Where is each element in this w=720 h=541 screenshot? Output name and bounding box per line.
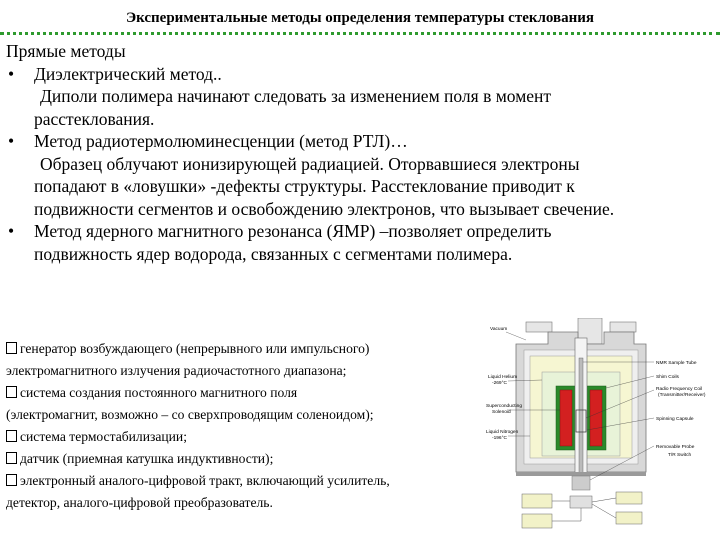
list-item-continuation: электромагнитного излучения радиочастотного диапазона; bbox=[6, 363, 347, 378]
list-item-text: генератор возбуждающего (непрерывного или импульсного) bbox=[20, 341, 370, 356]
label-liquid-helium: Liquid Helium bbox=[488, 375, 518, 380]
slide-title-bar bbox=[0, 0, 720, 34]
label-removable-probe: Removable Probe bbox=[656, 445, 695, 450]
label-spinning-capsule: Spinning Capsule bbox=[656, 417, 694, 422]
label-rf-coil: Radio Frequency Coil bbox=[656, 387, 703, 392]
electronics-block-4 bbox=[616, 492, 642, 504]
solenoid-left bbox=[560, 390, 572, 446]
list-item-text: датчик (приемная катушка индуктивности); bbox=[20, 451, 274, 466]
electronics-block-3 bbox=[570, 496, 592, 508]
bullet-dot: • bbox=[8, 221, 15, 241]
dewar-neck-right bbox=[610, 322, 636, 332]
checkbox-icon bbox=[6, 430, 17, 442]
electronics-block-5 bbox=[616, 512, 642, 524]
list-item-text: электронный аналого-цифровой тракт, включающий усилитель, bbox=[20, 473, 390, 488]
dielectric-text-line1: Диполи полимера начинают следовать за изменением поля в момент bbox=[40, 86, 552, 106]
dielectric-text-line2: расстеклования. bbox=[34, 108, 155, 129]
checkbox-icon bbox=[6, 342, 17, 354]
nmr-components-list bbox=[6, 338, 486, 514]
list-item-continuation: детектор, аналого-цифровой преобразователь. bbox=[6, 495, 273, 510]
checkbox-icon bbox=[6, 474, 17, 486]
label-liquid-nitrogen-temp: -196°C bbox=[492, 436, 507, 441]
bullet-dielectric-label: Диэлектрический метод.. bbox=[34, 63, 222, 84]
label-liquid-helium-temp: -269°C bbox=[492, 381, 507, 386]
main-text bbox=[6, 40, 712, 265]
rtl-text-line3: подвижности сегментов и освобождению электронов, что вызывает свечение. bbox=[34, 198, 615, 219]
bullet-nmr-line1: Метод ядерного магнитного резонанса (ЯМР) –позволяет определить bbox=[34, 221, 552, 241]
bullet-nmr bbox=[6, 220, 712, 243]
label-vacuum: Vacuum bbox=[490, 327, 508, 332]
label-nmr-sample-tube: NMR Sample Tube bbox=[656, 361, 697, 366]
list-item-text: система создания постоянного магнитного поля bbox=[20, 385, 298, 400]
electronics-block-2 bbox=[522, 514, 552, 528]
bullet-dot: • bbox=[8, 63, 15, 84]
list-item-continuation: (электромагнит, возможно – со сверхпроводящим соленоидом); bbox=[6, 407, 374, 422]
rtl-description bbox=[6, 153, 712, 221]
label-liquid-nitrogen: Liquid Nitrogen bbox=[486, 430, 519, 435]
nmr-spectrometer-diagram bbox=[486, 318, 716, 536]
dewar-neck-left bbox=[526, 322, 552, 332]
bullet-rtl-label: Метод радиотермолюминесценции (метод РТЛ)… bbox=[34, 131, 408, 151]
list-item bbox=[6, 338, 486, 360]
bullet-dot: • bbox=[8, 131, 15, 151]
list-item-text: система термостабилизации; bbox=[20, 429, 187, 444]
label-shim-coils: Shim Coils bbox=[656, 375, 679, 380]
nmr-sample-tube bbox=[579, 358, 583, 476]
slide-title: Экспериментальные методы определения температуры стеклования bbox=[125, 10, 595, 26]
rtl-text-line2: попадают в «ловушки» -дефекты структуры. Расстеклование приводит к bbox=[34, 176, 575, 196]
label-solenoid: Solenoid bbox=[492, 410, 511, 415]
nmr-diagram-svg bbox=[486, 318, 716, 536]
list-item bbox=[6, 470, 486, 492]
bullet-nmr-line2: подвижность ядер водорода, связанных с сегментами полимера. bbox=[34, 243, 513, 264]
list-item bbox=[6, 426, 486, 448]
label-rf-coil-sub: (Transmitter/Receiver) bbox=[658, 393, 706, 398]
list-item bbox=[6, 382, 486, 404]
removable-probe bbox=[572, 476, 590, 490]
bullet-dielectric bbox=[6, 63, 712, 86]
checkbox-icon bbox=[6, 452, 17, 464]
list-item bbox=[6, 448, 486, 470]
checkbox-icon bbox=[6, 386, 17, 398]
dielectric-description bbox=[6, 85, 712, 130]
bullet-rtl bbox=[6, 130, 712, 153]
label-superconducting: Superconducting bbox=[486, 404, 523, 409]
title-underline bbox=[0, 32, 720, 35]
section-heading: Прямые методы bbox=[6, 41, 126, 61]
label-tr-switch: T/R Switch bbox=[668, 453, 692, 458]
solenoid-right bbox=[590, 390, 602, 446]
electronics-block-1 bbox=[522, 494, 552, 508]
dewar-base bbox=[516, 472, 646, 476]
rtl-text-line1: Образец облучают ионизирующей радиацией. Оторвавшиеся электроны bbox=[40, 153, 580, 174]
